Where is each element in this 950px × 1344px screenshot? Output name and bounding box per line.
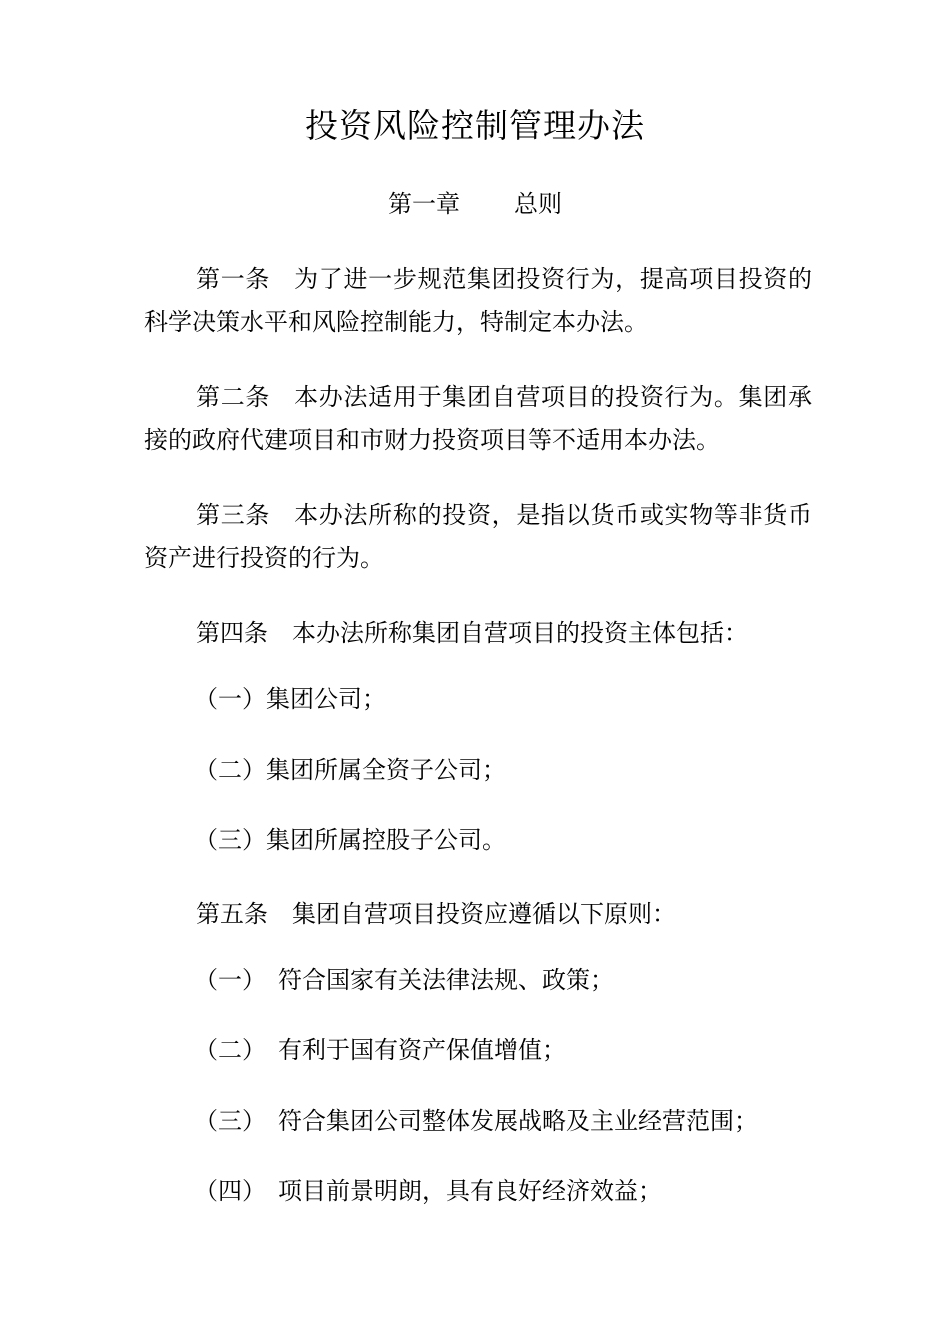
article-4-item-3: （三）集团所属控股子公司。 [194, 826, 506, 854]
item-text: 符合集团公司整体发展战略及主业经营范围； [278, 1107, 758, 1135]
article-text: 集团自营项目投资应遵循以下原则： [292, 900, 676, 928]
article-5-item-4 [194, 1174, 814, 1208]
item-text: 项目前景明朗，具有良好经济效益； [278, 1177, 662, 1205]
item-mark: （一） [194, 966, 266, 994]
article-number: 第三条 [196, 501, 271, 529]
article-number: 第一条 [196, 265, 271, 293]
article-number: 第五条 [196, 900, 268, 928]
chapter-number: 第一章 [388, 190, 460, 218]
chapter-name: 总则 [514, 190, 562, 218]
article-number: 第二条 [196, 383, 271, 411]
article-4-item-2: （二）集团所属全资子公司； [194, 756, 506, 784]
article-text: 本办法所称集团自营项目的投资主体包括： [292, 619, 748, 647]
article-2 [144, 376, 812, 462]
article-4-item-1: （一）集团公司； [194, 685, 386, 713]
item-mark: （二） [194, 1036, 266, 1064]
item-mark: （四） [194, 1177, 266, 1205]
item-text: 符合国家有关法律法规、政策； [278, 966, 614, 994]
article-text: 为了进一步规范集团投资行为，提高项目投资的科学决策水平和风险控制能力，特制定本办法。 [144, 265, 813, 336]
article-5-item-2 [194, 1033, 814, 1067]
article-1 [144, 258, 812, 344]
item-mark: （三） [194, 1107, 266, 1135]
document-title: 投资风险控制管理办法 [305, 106, 645, 145]
article-number: 第四条 [196, 619, 268, 647]
item-text: 有利于国有资产保值增值； [278, 1036, 566, 1064]
article-3 [144, 494, 812, 580]
article-5 [144, 893, 812, 936]
article-text: 本办法所称的投资，是指以货币或实物等非货币资产进行投资的行为。 [144, 501, 813, 572]
article-4 [144, 612, 812, 655]
chapter-heading [0, 187, 950, 221]
article-text: 本办法适用于集团自营项目的投资行为。集团承接的政府代建项目和市财力投资项目等不适用本办法。 [144, 383, 813, 454]
article-5-item-3 [194, 1104, 814, 1138]
article-5-item-1 [194, 963, 814, 997]
